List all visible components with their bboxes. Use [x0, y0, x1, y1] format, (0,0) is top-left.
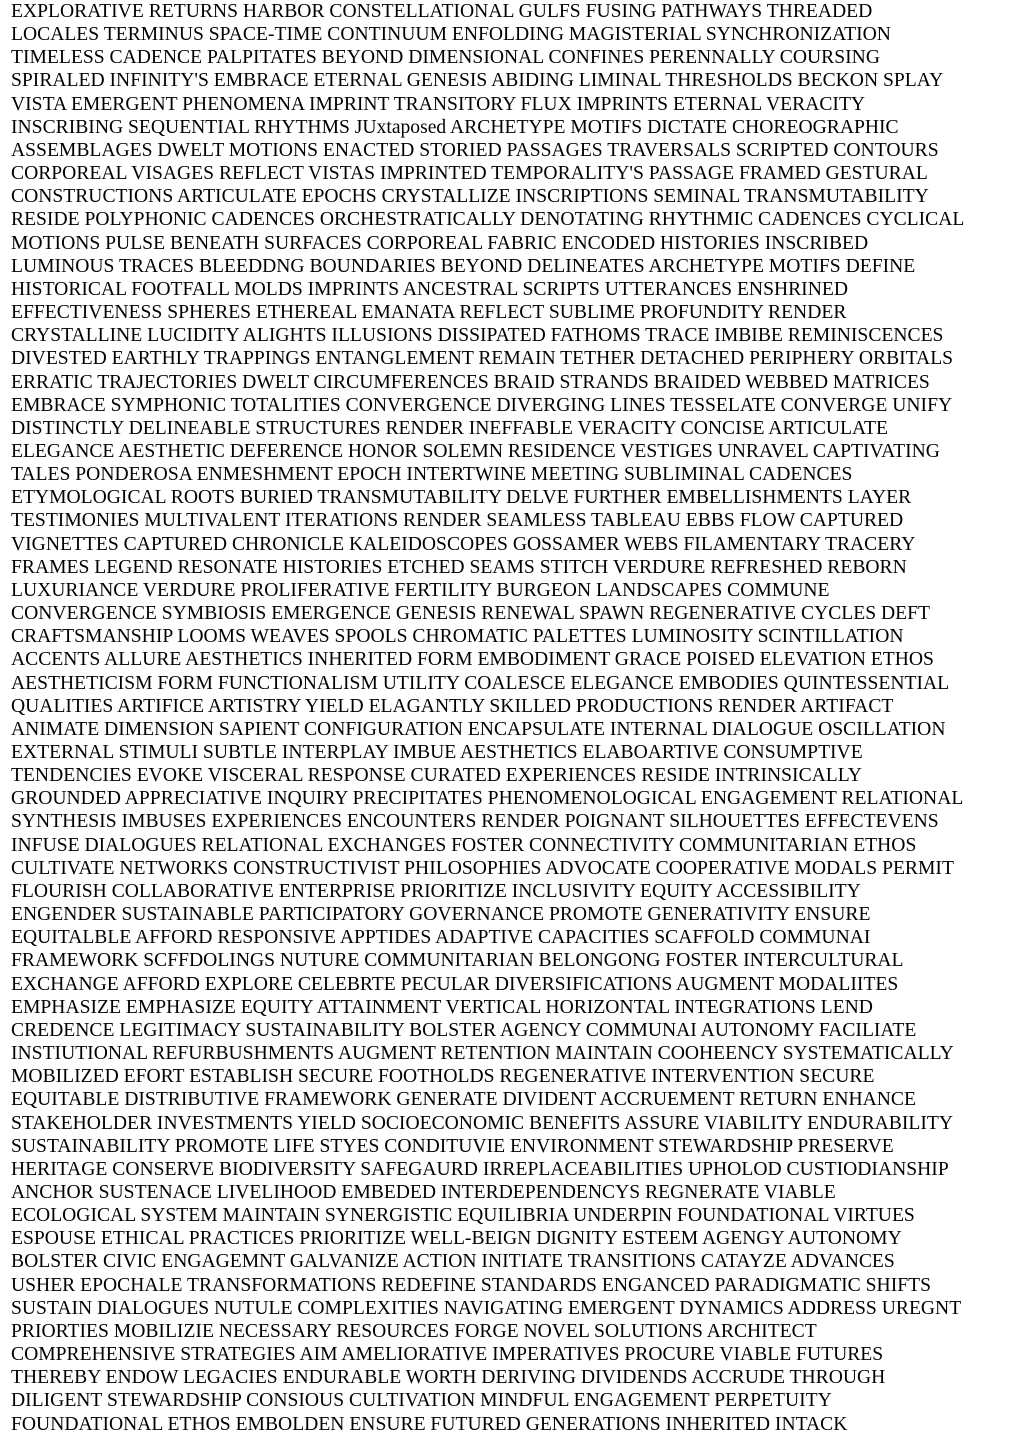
text-line: FRAMES LEGEND RESONATE HISTORIES ETCHED SEAMS STITCH VERDURE REFRESHED REBORN	[11, 556, 907, 578]
text-line: EMPHASIZE EMPHASIZE EQUITY ATTAINMENT VERTICAL HORIZONTAL INTEGRATIONS LEND	[11, 996, 873, 1018]
text-line: EMBRACE SYMPHONIC TOTALITIES CONVERGENCE DIVERGING LINES TESSELATE CONVERGE UNIFY	[11, 394, 953, 416]
text-line: HISTORICAL FOOTFALL MOLDS IMPRINTS ANCESTRAL SCRIPTS UTTERANCES ENSHRINED	[11, 278, 848, 300]
text-line: RESIDE POLYPHONIC CADENCES ORCHESTRATICALLY DENOTATING RHYTHMIC CADENCES CYCLICAL	[11, 209, 965, 231]
text-line: AESTHETICISM FORM FUNCTIONALISM UTILITY COALESCE ELEGANCE EMBODIES QUINTESSENTIAL	[11, 672, 950, 694]
text-line: GROUNDED APPRECIATIVE INQUIRY PRECIPITATES PHENOMENOLOGICAL ENGAGEMENT RELATIONAL	[11, 788, 964, 810]
text-line: ETYMOLOGICAL ROOTS BURIED TRANSMUTABILITY DELVE FURTHER EMBELLISHMENTS LAYER	[11, 487, 912, 509]
text-line: ACCENTS ALLURE AESTHETICS INHERITED FORM EMBODIMENT GRACE POISED ELEVATION ETHOS	[11, 649, 934, 671]
text-line: ERRATIC TRAJECTORIES DWELT CIRCUMFERENCES BRAID STRANDS BRAIDED WEBBED MATRICES	[11, 371, 930, 393]
text-line: INSTIUTIONAL REFURBUSHMENTS AUGMENT RETENTION MAINTAIN COOHEENCY SYSTEMATICALLY	[11, 1043, 954, 1065]
text-line: EQUITALBLE AFFORD RESPONSIVE APPTIDES ADAPTIVE CAPACITIES SCAFFOLD COMMUNAI	[11, 927, 871, 949]
text-line: SUSTAIN DIALOGUES NUTULE COMPLEXITIES NAVIGATING EMERGENT DYNAMICS ADDRESS UREGNT	[11, 1297, 962, 1319]
text-line: CREDENCE LEGITIMACY SUSTAINABILITY BOLSTER AGENCY COMMUNAI AUTONOMY FACILIATE	[11, 1019, 917, 1041]
text-line: LUXURIANCE VERDURE PROLIFERATIVE FERTILITY BURGEON LANDSCAPES COMMUNE	[11, 579, 830, 601]
text-line: THEREBY ENDOW LEGACIES ENDURABLE WORTH DERIVING DIVIDENDS ACCRUDE THROUGH	[11, 1367, 886, 1389]
text-line: CRYSTALLINE LUCIDITY ALIGHTS ILLUSIONS DISSIPATED FATHOMS TRACE IMBIBE REMINISCENCES	[11, 325, 944, 347]
text-line: DIVESTED EARTHLY TRAPPINGS ENTANGLEMENT REMAIN TETHER DETACHED PERIPHERY ORBITALS	[11, 348, 954, 370]
text-line: CORPOREAL VISAGES REFLECT VISTAS IMPRINTED TEMPORALITY'S PASSAGE FRAMED GESTURAL	[11, 163, 928, 185]
text-line: SUSTAINABILITY PROMOTE LIFE STYES CONDITUVIE ENVIRONMENT STEWARDSHIP PRESERVE	[11, 1135, 894, 1157]
text-line: VIGNETTES CAPTURED CHRONICLE KALEIDOSCOPES GOSSAMER WEBS FILAMENTARY TRACERY	[11, 533, 916, 555]
document-text-block	[11, 0, 1021, 1436]
text-line: SPIRALED INFINITY'S EMBRACE ETERNAL GENESIS ABIDING LIMINAL THRESHOLDS BECKON SPLAY	[11, 70, 944, 92]
text-line: ANIMATE DIMENSION SAPIENT CONFIGURATION ENCAPSULATE INTERNAL DIALOGUE OSCILLATION	[11, 718, 946, 740]
text-line: FRAMEWORK SCFFDOLINGS NUTURE COMMUNITARIAN BELONGONG FOSTER INTERCULTURAL	[11, 950, 904, 972]
text-line: ASSEMBLAGES DWELT MOTIONS ENACTED STORIED PASSAGES TRAVERSALS SCRIPTED CONTOURS	[11, 139, 939, 161]
text-line: QUALITIES ARTIFICE ARTISTRY YIELD ELAGANTLY SKILLED PRODUCTIONS RENDER ARTIFACT	[11, 695, 894, 717]
text-line: TALES PONDEROSA ENMESHMENT EPOCH INTERTWINE MEETING SUBLIMINAL CADENCES	[11, 464, 853, 486]
text-line: TIMELESS CADENCE PALPITATES BEYOND DIMENSIONAL CONFINES PERENNALLY COURSING	[11, 47, 880, 69]
text-line: EQUITABLE DISTRIBUTIVE FRAMEWORK GENERATE DIVIDENT ACCRUEMENT RETURN ENHANCE	[11, 1089, 916, 1111]
text-line: CONVERGENCE SYMBIOSIS EMERGENCE GENESIS RENEWAL SPAWN REGENERATIVE CYCLES DEFT	[11, 603, 930, 625]
text-line: CRAFTSMANSHIP LOOMS WEAVES SPOOLS CHROMATIC PALETTES LUMINOSITY SCINTILLATION	[11, 626, 904, 648]
text-line: VISTA EMERGENT PHENOMENA IMPRINT TRANSITORY FLUX IMPRINTS ETERNAL VERACITY	[11, 93, 866, 115]
text-line: EXCHANGE AFFORD EXPLORE CELEBRTE PECULAR DIVERSIFICATIONS AUGMENT MODALIITES	[11, 973, 899, 995]
text-line: EXPLORATIVE RETURNS HARBOR CONSTELLATIONAL GULFS FUSING PATHWAYS THREADED	[11, 1, 873, 22]
text-line: USHER EPOCHALE TRANSFORMATIONS REDEFINE STANDARDS ENGANCED PARADIGMATIC SHIFTS	[11, 1274, 931, 1296]
text-line: CULTIVATE NETWORKS CONSTRUCTIVIST PHILOSOPHIES ADVOCATE COOPERATIVE MODALS PERMIT	[11, 857, 954, 879]
text-line: INSCRIBING SEQUENTIAL RHYTHMS JUxtaposed ARCHETYPE MOTIFS DICTATE CHOREOGRAPHIC	[11, 116, 899, 138]
text-line: MOBILIZED EFORT ESTABLISH SECURE FOOTHOLDS REGENERATIVE INTERVENTION SECURE	[11, 1066, 875, 1088]
text-line: STAKEHOLDER INVESTMENTS YIELD SOCIOECONOMIC BENEFITS ASSURE VIABILITY ENDURABILITY	[11, 1112, 953, 1134]
text-line: ENGENDER SUSTAINABLE PARTICIPATORY GOVERNANCE PROMOTE GENERATIVITY ENSURE	[11, 904, 871, 926]
text-line: HERITAGE CONSERVE BIODIVERSITY SAFEGAURD IRREPLACEABILITIES UPHOLOD CUSTIODIANSHIP	[11, 1158, 949, 1180]
text-line: DILIGENT STEWARDSHIP CONSIOUS CULTIVATION MINDFUL ENGAGEMENT PERPETUITY	[11, 1390, 832, 1412]
text-line: DISTINCTLY DELINEABLE STRUCTURES RENDER INEFFABLE VERACITY CONCISE ARTICULATE	[11, 417, 888, 439]
text-line: ESPOUSE ETHICAL PRACTICES PRIORITIZE WELL-BEIGN DIGNITY ESTEEM AGENGY AUTONOMY	[11, 1228, 902, 1250]
text-line: EFFECTIVENESS SPHERES ETHEREAL EMANATA REFLECT SUBLIME PROFUNDITY RENDER	[11, 302, 847, 324]
text-line: COMPREHENSIVE STRATEGIES AIM AMELIORATIVE IMPERATIVES PROCURE VIABLE FUTURES	[11, 1344, 884, 1366]
text-line: ECOLOGICAL SYSTEM MAINTAIN SYNERGISTIC EQUILIBRIA UNDERPIN FOUNDATIONAL VIRTUES	[11, 1205, 915, 1227]
text-line: LOCALES TERMINUS SPACE-TIME CONTINUUM ENFOLDING MAGISTERIAL SYNCHRONIZATION	[11, 24, 891, 46]
text-line: ELEGANCE AESTHETIC DEFERENCE HONOR SOLEMN RESIDENCE VESTIGES UNRAVEL CAPTIVATING	[11, 440, 940, 462]
text-line: ANCHOR SUSTENACE LIVELIHOOD EMBEDED INTERDEPENDENCYS REGNERATE VIABLE	[11, 1181, 836, 1203]
text-line: BOLSTER CIVIC ENGAGEMNT GALVANIZE ACTION INITIATE TRANSITIONS CATAYZE ADVANCES	[11, 1251, 895, 1273]
text-line: EXTERNAL STIMULI SUBTLE INTERPLAY IMBUE AESTHETICS ELABOARTIVE CONSUMPTIVE	[11, 742, 863, 763]
text-line: CONSTRUCTIONS ARTICULATE EPOCHS CRYSTALLIZE INSCRIPTIONS SEMINAL TRANSMUTABILITY	[11, 186, 929, 208]
text-line: PRIORTIES MOBILIZIE NECESSARY RESOURCES FORGE NOVEL SOLUTIONS ARCHITECT	[11, 1320, 817, 1342]
text-line: SYNTHESIS IMBUSES EXPERIENCES ENCOUNTERS RENDER POIGNANT SILHOUETTES EFFECTEVENS	[11, 811, 939, 833]
text-line: FOUNDATIONAL ETHOS EMBOLDEN ENSURE FUTURED GENERATIONS INHERITED INTACK	[11, 1413, 848, 1435]
text-line: MOTIONS PULSE BENEATH SURFACES CORPOREAL FABRIC ENCODED HISTORIES INSCRIBED	[11, 232, 869, 254]
text-line: LUMINOUS TRACES BLEEDDNG BOUNDARIES BEYOND DELINEATES ARCHETYPE MOTIFS DEFINE	[11, 255, 916, 277]
text-line: FLOURISH COLLABORATIVE ENTERPRISE PRIORITIZE INCLUSIVITY EQUITY ACCESSIBILITY	[11, 880, 861, 902]
text-line: TENDENCIES EVOKE VISCERAL RESPONSE CURATED EXPERIENCES RESIDE INTRINSICALLY	[11, 765, 862, 787]
text-line: INFUSE DIALOGUES RELATIONAL EXCHANGES FOSTER CONNECTIVITY COMMUNITARIAN ETHOS	[11, 834, 917, 856]
text-line: TESTIMONIES MULTIVALENT ITERATIONS RENDER SEAMLESS TABLEAU EBBS FLOW CAPTURED	[11, 510, 904, 532]
